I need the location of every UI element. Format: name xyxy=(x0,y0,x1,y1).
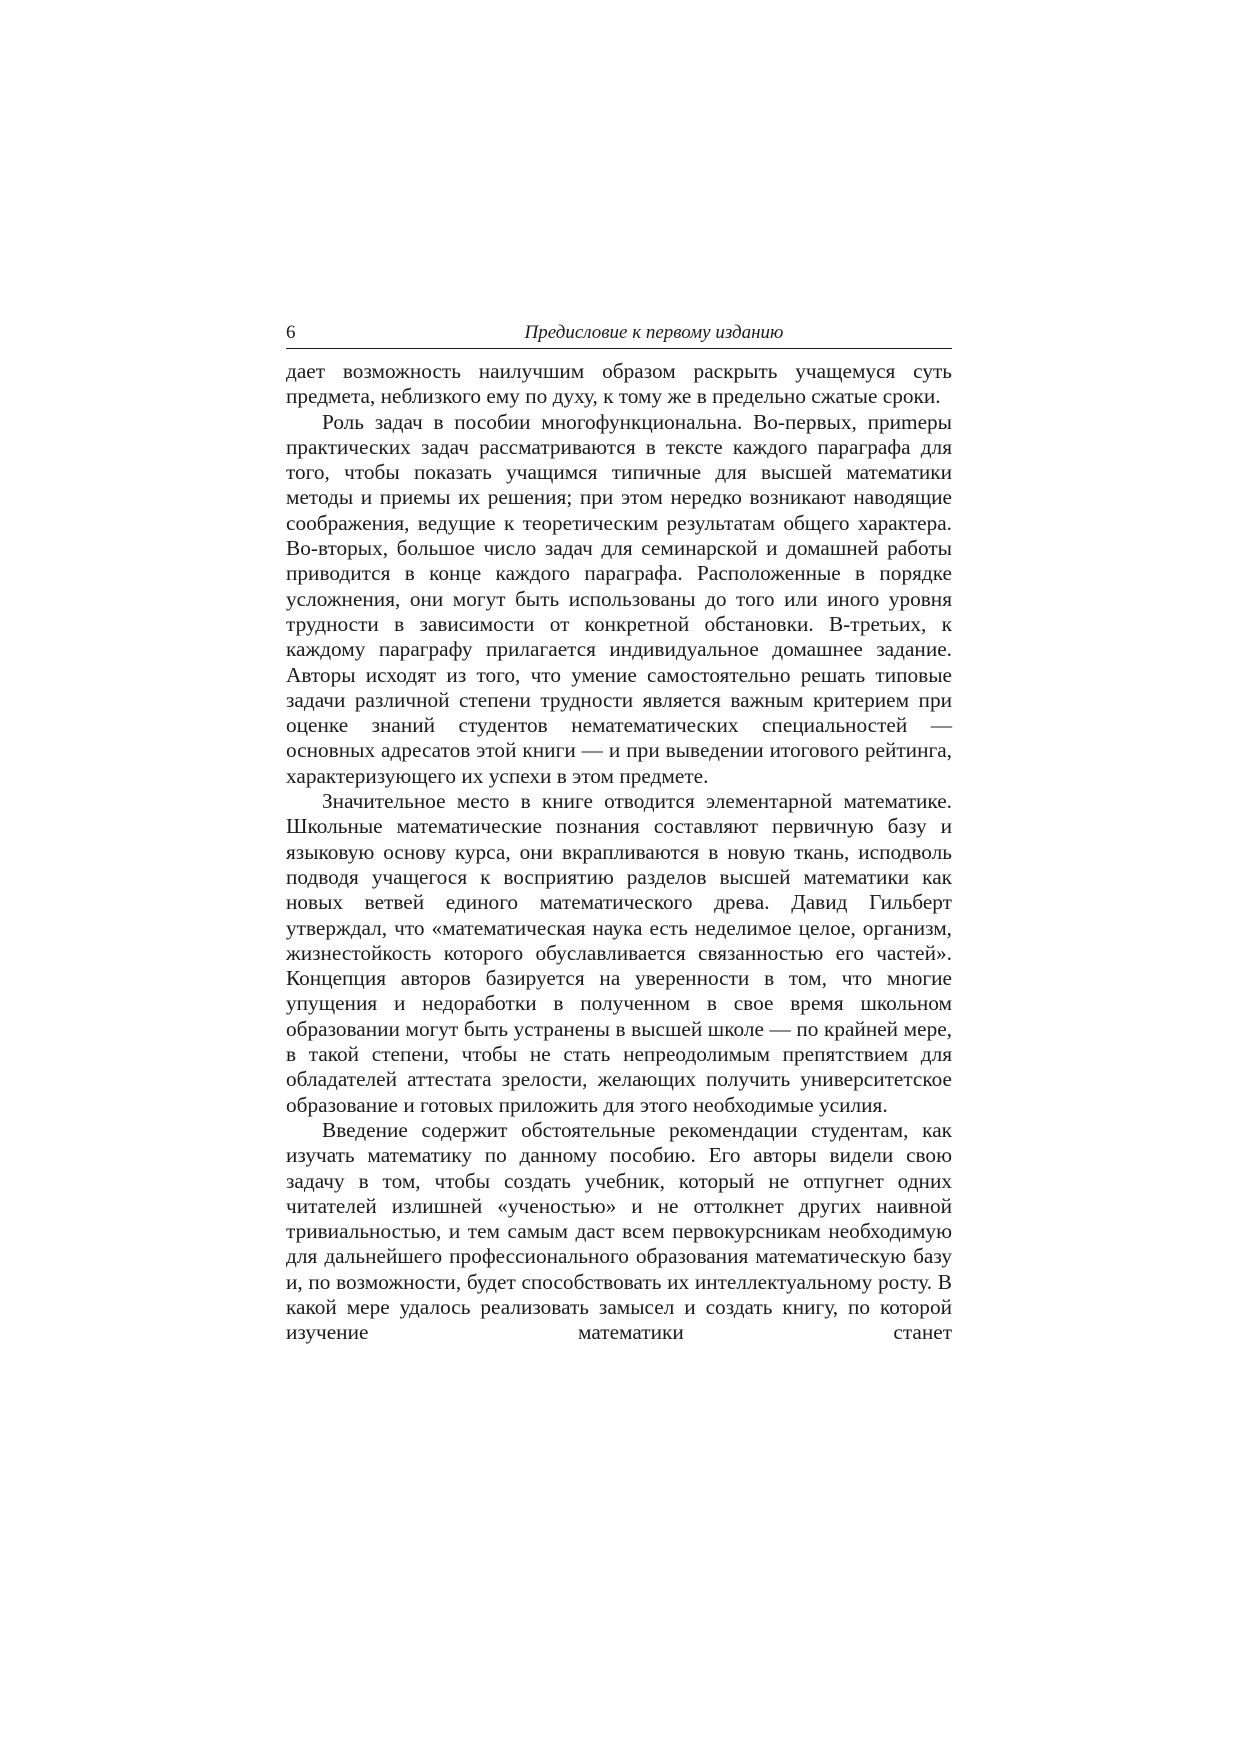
running-head xyxy=(286,320,952,349)
paragraph-role-of-problems: Роль задач в пособии многофункциональна. Во-первых, приmеры практических задач рассматриваются в тексте каждого параграфа для того, чтобы показать учащимся типичные для высшей математики методы и приемы их решения; при этом нередко возникают наводящие соображения, ведущие к теоретическим результатам общего характера. Во-вторых, большое число задач для семинарской и домашней работы приводится в конце каждого параграфа. Расположенные в порядке усложнения, они могут быть использованы до того или иного уровня трудности в зависимости от конкретной обстановки. В-третьих, к каждому параграфу прилагается индивидуальное домашнее задание. Авторы исходят из того, что умение самостоятельно решать типовые задачи различной степени трудности является важным критерием при оценке знаний студентов нематематических специальностей — основных адресатов этой книги — и при выведении итогового рейтинга, характеризующего их успехи в этом предмете. xyxy=(286,409,952,788)
page-number: 6 xyxy=(286,322,296,343)
paragraph-introduction: Введение содержит обстоятельные рекомендации студентам, как изучать математику по данному пособию. Его авторы видели свою задачу в том, чтобы создать учебник, который не отпугнет одних читателей излишней «ученостью» и не оттолкнет других наивной тривиальностью, и тем самым даст всем первокурсникам необходимую для дальнейшего профессионального образования математическую базу и, по возможности, будет способствовать их интеллектуальному росту. В какой мере удалось реализовать замысел и создать книгу, по которой изучение математики станет xyxy=(286,1117,952,1345)
paragraph-continued: дает возможность наилучшим образом раскрыть учащемуся суть предмета, неблизкого ему по духу, к тому же в предельно сжатые сроки. xyxy=(286,359,952,409)
paragraph-elementary-math: Значительное место в книге отводится элементарной математике. Школьные математические познания составляют первичную базу и языковую основу курса, они вкрапливаются в новую ткань, исподволь подводя учащегося к восприятию разделов высшей математики как новых ветвей единого математического древа. Давид Гильберт утверждал, что «математическая наука есть неделимое целое, организм, жизнестойкость которого обуславливается связанностью его частей». Концепция авторов базируется на уверенности в том, что многие упущения и недоработки в полученном в свое время школьном образовании могут быть устранены в высшей школе — по крайней мере, в такой степени, чтобы не стать непреодолимым препятствием для обладателей аттестата зрелости, желающих получить университетское образование и готовых приложить для этого необходимые усилия. xyxy=(286,789,952,1117)
running-title: Предисловие к первому изданию xyxy=(524,322,784,343)
book-page xyxy=(286,320,952,1346)
body-text xyxy=(286,359,952,1346)
